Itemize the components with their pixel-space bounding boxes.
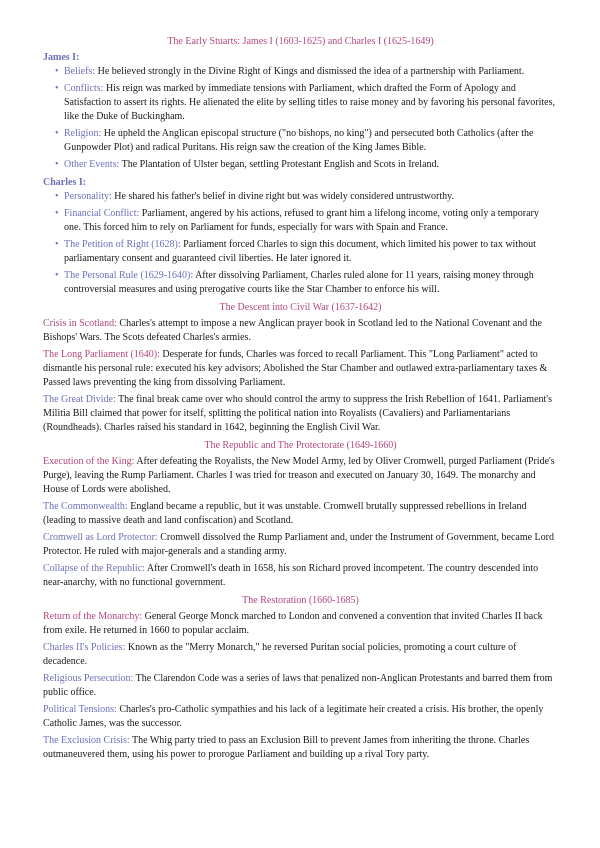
item-label: Other Events:: [64, 159, 120, 170]
item-label: Financial Conflict:: [64, 208, 140, 219]
list-item: [55, 269, 558, 297]
entry-label: The Exclusion Crisis:: [43, 735, 130, 746]
entry-text: Desperate for funds, Charles was forced to recall Parliament. This "Long Parliament" acted to dismantle his personal rule: executed his key advisors; Abolished the Star Chamber and outlawed extra-parliamentary taxes & Passed laws preventing the king from dissolving Parliament.: [43, 349, 548, 388]
entry-label: Crisis in Scotland:: [43, 318, 117, 329]
list-item: [55, 127, 558, 155]
item-label: The Petition of Right (1628):: [64, 239, 181, 250]
paragraph-entry: [43, 562, 558, 590]
item-text: The Plantation of Ulster began, settling Protestant English and Scots in Ireland.: [119, 159, 440, 170]
entry-label: Collapse of the Republic:: [43, 563, 145, 574]
entry-label: Religious Persecution:: [43, 673, 134, 684]
james-i-list: [43, 65, 558, 172]
entry-label: The Long Parliament (1640):: [43, 349, 160, 360]
list-item: [55, 190, 558, 204]
item-text: He believed strongly in the Divine Right of Kings and dismissed the idea of a partnership with Parliament.: [95, 66, 525, 77]
item-text: Parliament, angered by his actions, refused to grant him a lifelong income, voting only a temporary one. This forced him to rely on Parliament for funds, especially for wars with Spain and France.: [64, 208, 539, 233]
item-text: After dissolving Parliament, Charles ruled alone for 11 years, raising money through controversial measures and using prerogative courts like the Star Chamber to enforce his will.: [64, 270, 534, 295]
entry-label: Charles II's Policies:: [43, 642, 126, 653]
entry-label: The Commonwealth:: [43, 501, 128, 512]
entry-label: Political Tensions:: [43, 704, 117, 715]
item-text: He upheld the Anglican episcopal structure ("no bishops, no king") and persecuted both Catholics (after the Gunpowder Plot) and radical Puritans. His reign saw the creation of the King James Bible.: [64, 128, 534, 153]
entry-text: Known as the "Merry Monarch," he reversed Puritan social policies, promoting a court culture of decadence.: [43, 642, 517, 667]
entry-label: Cromwell as Lord Protector:: [43, 532, 158, 543]
entry-text: The Whig party tried to pass an Exclusion Bill to prevent James from inheriting the throne. Charles outmaneuvered them, using his power to prorogue Parliament and building up a rival Tory party.: [43, 735, 530, 760]
subheading-charles-i: Charles I:: [43, 177, 87, 188]
section-title-civil-war: The Descent into Civil War (1637-1642): [219, 302, 382, 313]
list-item: [55, 65, 558, 79]
paragraph-entry: [43, 610, 558, 638]
paragraph-entry: [43, 703, 558, 731]
entry-label: Return of the Monarchy:: [43, 611, 143, 622]
item-label: Personality:: [64, 191, 112, 202]
entry-text: General George Monck marched to London and convened a convention that invited Charles II back from exile. He returned in 1660 to popular acclaim.: [43, 611, 543, 636]
section-title-restoration: The Restoration (1660-1685): [242, 595, 359, 606]
entry-text: The final break came over who should control the army to suppress the Irish Rebellion of 1641. Parliament's Militia Bill claimed that power for itself, splitting the political nation into Royalists (Cavaliers) and Parliamentarians (Roundheads). Charles raised his standard in 1642, beginning the English Civil War.: [43, 394, 552, 433]
list-item: [55, 238, 558, 266]
section-title-early-stuarts: The Early Stuarts: James I (1603-1625) and Charles I (1625-1649): [167, 36, 434, 47]
charles-i-list: [43, 190, 558, 297]
item-text: He shared his father's belief in divine right but was widely considered untrustworthy.: [111, 191, 454, 202]
subheading-james-i: James I:: [43, 52, 80, 63]
entry-text: After Cromwell's death in 1658, his son Richard proved incompetent. The country descended into near-anarchy, with no functional government.: [43, 563, 539, 588]
list-item: [55, 82, 558, 124]
item-label: Beliefs:: [64, 66, 96, 77]
entry-text: After defeating the Royalists, the New Model Army, led by Oliver Cromwell, purged Parliament (Pride's Purge), leaving the Rump Parliament. Charles I was tried for treason and executed on January 30, 1649. The monarchy and House of Lords were abolished.: [43, 456, 555, 495]
paragraph-entry: [43, 641, 558, 669]
item-text: Parliament forced Charles to sign this document, which limited his power to tax without parliamentary consent and guaranteed civil liberties. He later ignored it.: [64, 239, 536, 264]
section-title-republic: The Republic and The Protectorate (1649-1660): [204, 440, 397, 451]
entry-text: The Clarendon Code was a series of laws that penalized non-Anglican Protestants and barred them from public office.: [43, 673, 553, 698]
list-item: [55, 158, 558, 172]
paragraph-entry: [43, 455, 558, 497]
entry-label: Execution of the King:: [43, 456, 135, 467]
entry-text: England became a republic, but it was unstable. Cromwell brutally suppressed rebellions in Ireland (leading to massive death and land confiscation) and Scotland.: [43, 501, 527, 526]
paragraph-entry: [43, 734, 558, 762]
entry-label: The Great Divide:: [43, 394, 116, 405]
item-label: Conflicts:: [64, 83, 104, 94]
paragraph-entry: [43, 348, 558, 390]
item-label: The Personal Rule (1629-1640):: [64, 270, 194, 281]
paragraph-entry: [43, 317, 558, 345]
entry-text: Charles's attempt to impose a new Anglican prayer book in Scotland led to the National Covenant and the Bishops' Wars. The Scots defeated Charles's armies.: [43, 318, 542, 343]
entry-text: Charles's pro-Catholic sympathies and his lack of a legitimate heir created a crisis. His brother, the openly Catholic James, was the successor.: [43, 704, 544, 729]
paragraph-entry: [43, 531, 558, 559]
list-item: [55, 207, 558, 235]
paragraph-entry: [43, 500, 558, 528]
entry-text: Cromwell dissolved the Rump Parliament and, under the Instrument of Government, became Lord Protector. He ruled with major-generals and a standing army.: [43, 532, 554, 557]
paragraph-entry: [43, 672, 558, 700]
paragraph-entry: [43, 393, 558, 435]
item-label: Religion:: [64, 128, 102, 139]
item-text: His reign was marked by immediate tensions with Parliament, which drafted the Form of Apology and Satisfaction to assert its rights. He alienated the elite by selling titles to raise money and by favoring his personal favorites, like the Duke of Buckingham.: [64, 83, 555, 122]
